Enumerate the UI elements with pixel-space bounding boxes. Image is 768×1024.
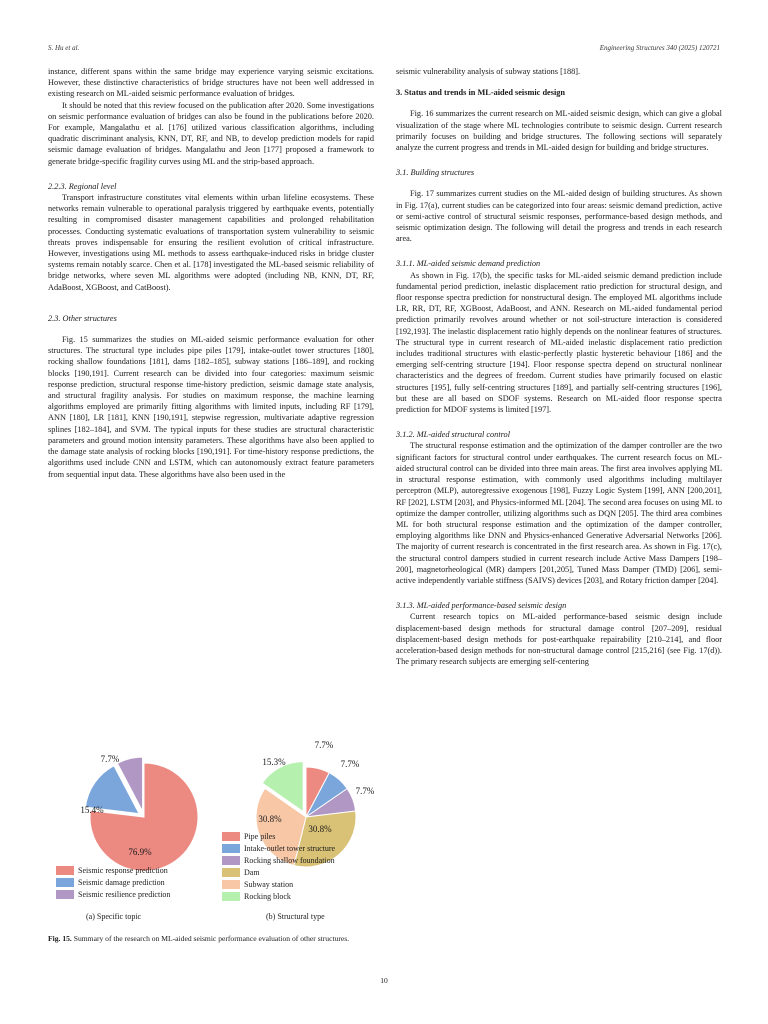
paragraph: Fig. 16 summarizes the current research on ML-aided seismic design, which can give a global visualization of the stage where ML technologies contribute to seismic design. Current research primarily focuses on building and bridge structures. The following sections will separately analyze the current progress and trends in ML-aided design for building and bridge structures. [396,109,722,153]
data-label: 30.8% [258,814,282,824]
paragraph: Current research topics on ML-aided performance-based seismic design include displacement-based design methods for structural damage control [207–209], residual displacement-based design methods for post-earthquake repairability [210–214], and floor acceleration-based design methods for non-structural damage control [215,216] (see Fig. 17(d)). The primary research subjects are emerging self-centering [396,612,722,667]
section-heading: 3.1.1. ML-aided seismic demand prediction [396,259,541,269]
pie-chart-specific-topic [80,754,198,871]
right-column [396,66,722,667]
paragraph: Transport infrastructure constitutes vital elements within urban lifeline ecosystems. These networks remain vulnerable to operational paralysis triggered by earthquake events, potentially resulting in compromised disaster management capabilities and prolonged rehabilitation processes. Conducting systematic evaluations of transportation system vulnerability to seismic threats proves indispensable for ensuring the resilient evolution of critical infrastructure. However, investigations using ML methods to assess earthquake-induced risks in bridge cluster systems remain notably scarce. Chen et al. [178] investigated the ML-based seismic reliability of bridge networks, where seven ML algorithms were adopted (including NB, KNN, DT, RF, AdaBoost, XGBoost, and CatBoost). [48,193,374,292]
legend-swatch [222,892,240,901]
section-heading: 2.3. Other structures [48,313,117,323]
legend-swatch [222,832,240,841]
data-label: 30.8% [308,824,332,834]
legend-label: Intake-outlet tower structure [244,843,336,853]
legend-specific-topic [56,864,170,900]
legend-label: Subway station [244,879,294,889]
legend-item [222,890,335,902]
data-label: 15.4% [80,805,104,815]
data-label: 7.7% [355,786,374,796]
section-heading: 3.1.2. ML-aided structural control [396,430,511,440]
data-label: 76.9% [128,847,152,857]
data-label: 7.7% [340,759,360,769]
legend-label: Rocking shallow foundation [244,855,335,865]
subfigure-label-b: (b) Structural type [266,912,325,921]
legend-swatch [56,878,74,887]
section-heading: 2.2.3. Regional level [48,181,117,191]
legend-item [222,854,335,866]
legend-label: Rocking block [244,891,291,901]
section-heading: 3.1. Building structures [396,168,475,178]
legend-item [56,876,170,888]
legend-label: Pipe piles [244,831,276,841]
section-heading: 3.1.3. ML-aided performance-based seismic design [396,601,567,611]
legend-swatch [222,856,240,865]
section-heading: 3. Status and trends in ML-aided seismic design [396,88,566,98]
paragraph: The structural response estimation and the optimization of the damper controller are the two significant factors for structural control under earthquakes. The current research focus on ML-aided structural control can be divided into three main areas. The first area involves applying ML in structural response estimation, with commonly used algorithms including multilayer perceptron (MLP), autoregressive exogenous [198], Fuzzy Logic System [199], ANN [200,201], RF [202], LSTM [203], and Physics-informed ML [204]. The second area focuses on using ML to optimize the damper controller, utilizing algorithms such as DQN [205]. The third area combines ML for both structural response estimation and the optimization of the damper controller, employing algorithms like DNN and Physics-enhanced Generative Adversarial Networks [206]. The majority of current research is concentrated in the first research area. As shown in Fig. 17(c), the structural control dampers studied in current research include Active Mass Dampers [198–200], magnetorheological (MR) dampers [201,205], Tuned Mass Damper (TMD) [206], semi-active independently variable stiffness (SAIVS) devices [203], and Rotary friction damper [204]. [396,441,722,585]
data-label: 15.3% [262,757,286,767]
paragraph: As shown in Fig. 17(b), the specific tasks for ML-aided seismic demand prediction include fundamental period prediction, inelastic displacement ratio prediction for structural design, and floor response spectra prediction for nonstructural design. The employed ML algorithms include LR, RR, DT, RF, XGBoost, AdaBoost, and ANN. Research on ML-aided fundamental period prediction primarily revolves around whether or not soil-structure interaction is considered [192,193]. The inelastic displacement ratio highly depends on the nonlinear features of structures. The structural type in current research of ML-aided inelastic displacement ratio prediction includes traditional structures with elastic-perfectly plastic hysteretic behaviour [186] and the emerging self-centring structure [194]. Floor response spectra depend on structural nonlinear characteristics and the degrees of freedom. Current studies have primarily focused on elastic structures [195], fully self-centring structures [189], and partially self-centring structures [196], but these are all based on SDOF systems. Research on ML-aided floor response spectra prediction for MDOF systems is limited [197]. [396,270,722,415]
left-column [48,66,374,480]
caption-label: Fig. 15. [48,934,72,943]
legend-label: Dam [244,867,260,877]
legend-item [222,842,335,854]
paragraph: Fig. 17 summarizes current studies on the ML-aided design of building structures. As shown in Fig. 17(a), current studies can be categorized into four areas: seismic demand prediction, active or semi-active control of structural seismic responses, performance-based design methods, and seismic optimization design. The following will detail the progress and trends in each research area. [396,189,722,244]
subfigure-label-a: (a) Specific topic [86,912,142,921]
legend-label: Seismic damage prediction [78,877,165,887]
legend-label: Seismic response prediction [78,865,168,875]
legend-swatch [222,868,240,877]
legend-swatch [56,890,74,899]
figure-caption [48,934,374,944]
paragraph: instance, different spans within the same bridge may experience varying seismic excitations. However, these distinctive characteristics of bridge structures have not been well addressed in existing research on ML-aided seismic performance evaluation of bridges. [48,67,374,99]
running-header-journal: Engineering Structures 340 (2025) 120721 [599,44,720,52]
page-number: 10 [380,976,388,985]
paragraph: It should be noted that this review focused on the publication after 2020. Some investigations on seismic performance evaluation of bridges can also be found in the publications before 2020. For example, Mangalathu et al. [176] utilized various classification algorithms, including quadratic discriminant analysis, KNN, DT, RF, and NB, to develop prediction models for rapid seismic damage evaluation of bridges. Mangalathu and Jeon [177] proposed a framework to generate bridge-specific fragility curves using ML and the strip-based approach. [48,100,374,166]
legend-structural-type [222,830,335,902]
legend-item [222,830,335,842]
legend-swatch [222,880,240,889]
running-header-authors: S. Hu et al. [48,44,80,52]
paragraph: seismic vulnerability analysis of subway stations [188]. [396,67,581,76]
paragraph: Fig. 15 summarizes the studies on ML-aided seismic performance evaluation for other structures. The structural type includes pipe piles [179], intake-outlet tower structures [180], rocking shallow foundations [181], dams [182–185], subway stations [186–189], and rocking blocks [190,191]. Current research can be divided into four categories: maximum seismic response prediction, structural response time-history prediction, seismic damage state analysis, and structural fragility analysis. For studies on maximum response, the machine learning algorithms employed are primarily fitting algorithms with limited inputs, including RF [179], ANN [180], LR [181], KNN [190,191], stepwise regression, multivariate adaptive regression splines [182–184], and SVM. The typical inputs for these studies are structural characteristic parameters and ground motion intensity parameters. These algorithms have also been applied to the damage state analysis of rocking blocks [190,191]. For time-history response predictions, the algorithms used include CNN and LSTM, which can autonomously extract feature parameters from sequential input data. These algorithms have also been used in the [48,335,374,479]
data-label: 7.7% [100,754,120,764]
caption-text: Summary of the research on ML-aided seismic performance evaluation of other structures. [73,934,350,943]
legend-swatch [56,866,74,875]
legend-item [56,888,170,900]
legend-item [56,864,170,876]
legend-label: Seismic resilience prediction [78,889,171,899]
legend-item [222,878,335,890]
legend-item [222,866,335,878]
data-label: 7.7% [314,740,334,750]
legend-swatch [222,844,240,853]
